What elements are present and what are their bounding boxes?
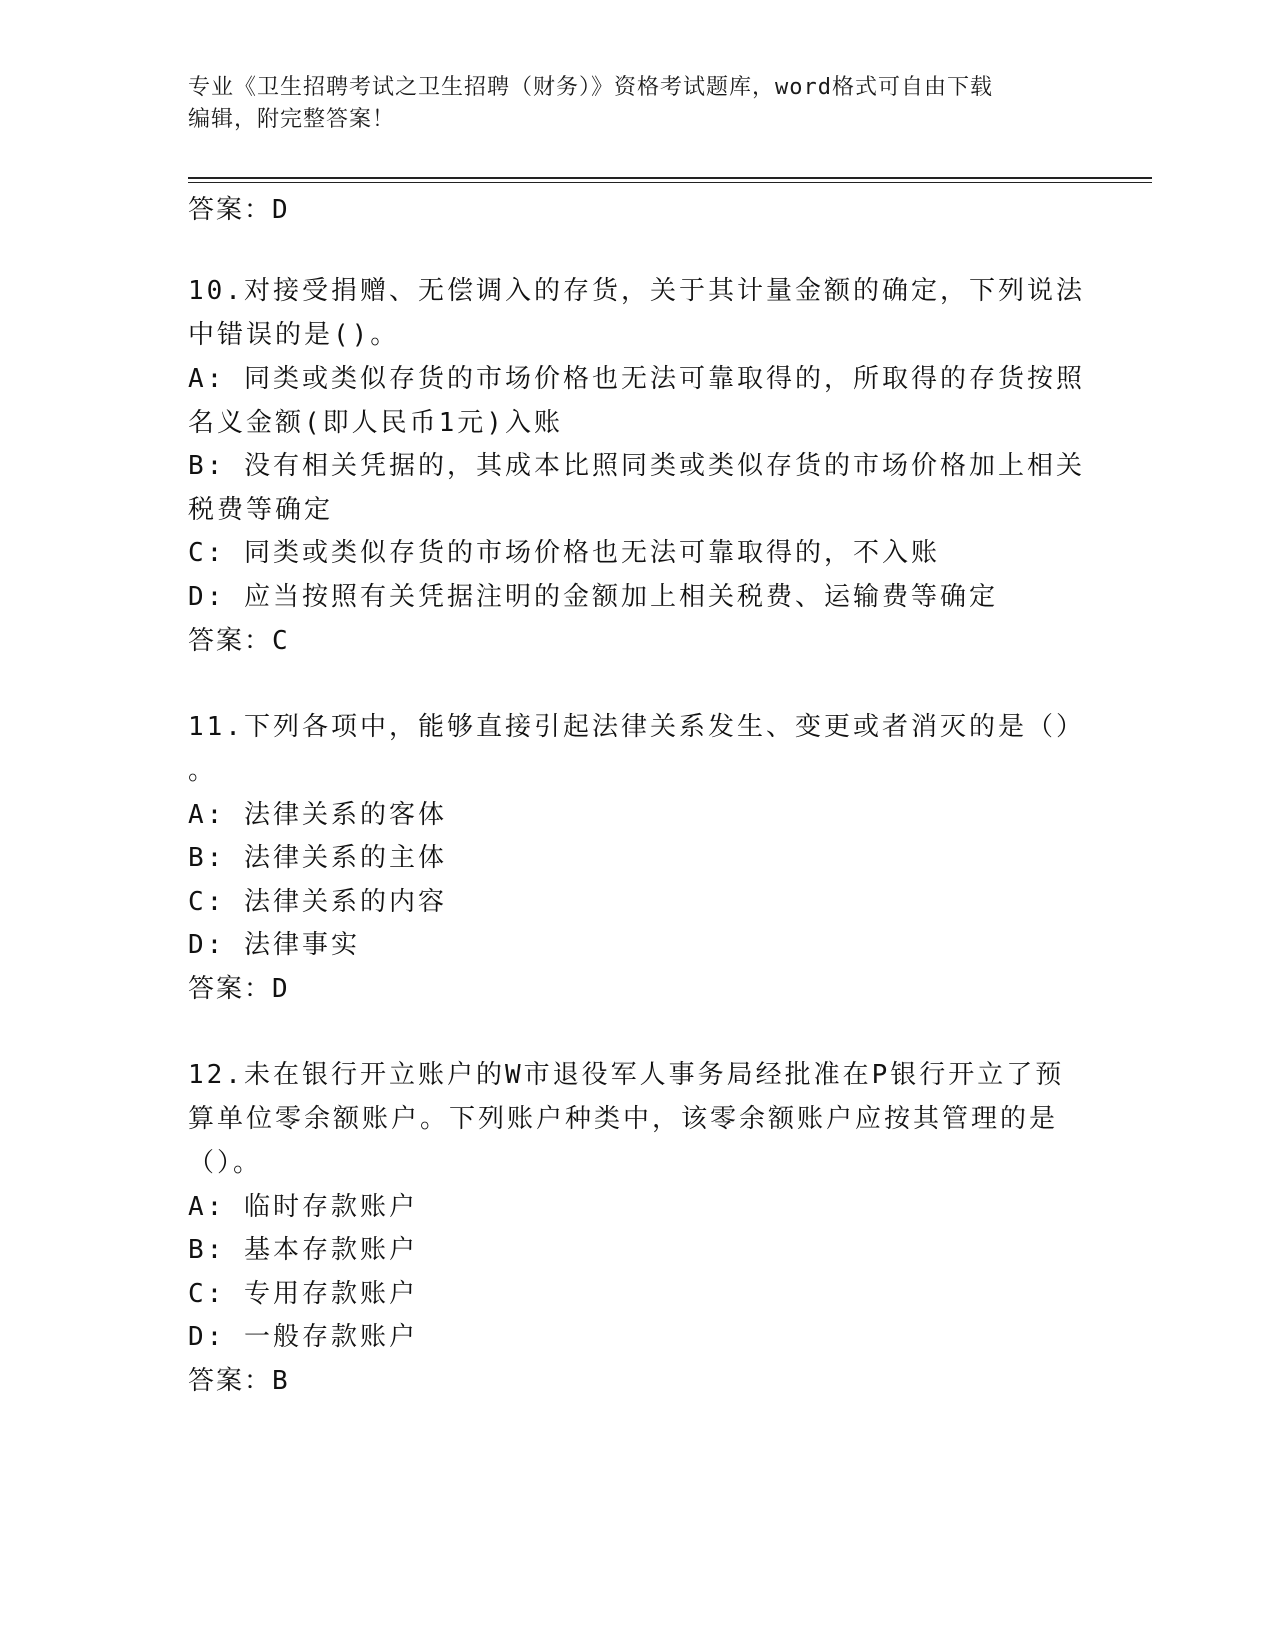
answer-line — [188, 1366, 290, 1396]
document-header — [188, 72, 1088, 136]
question-stem-line: 。 — [188, 756, 218, 786]
question-stem-line: 算单位零余额账户。下列账户种类中，该零余额账户应按其管理的是 — [188, 1104, 1059, 1134]
option-d-line: D: 应当按照有关凭据注明的金额加上相关税费、运输费等确定 — [188, 582, 998, 612]
option-c-line: C: 专用存款账户 — [188, 1279, 418, 1309]
question-stem-line: 11.下列各项中，能够直接引起法律关系发生、变更或者消灭的是（） — [188, 712, 1085, 742]
option-a-line: A: 临时存款账户 — [188, 1192, 418, 1222]
header-rule-top — [188, 177, 1152, 179]
question-stem-line: （）。 — [188, 1148, 263, 1178]
answer-line — [188, 626, 290, 656]
answer-label: 答案： — [188, 195, 273, 225]
option-a-line: 名义金额(即人民币1元)入账 — [188, 408, 563, 438]
answer-label: 答案： — [188, 974, 273, 1004]
header-line-1: 专业《卫生招聘考试之卫生招聘（财务）》资格考试题库，word格式可自由下载 — [188, 75, 993, 100]
question-stem-line: 12.未在银行开立账户的W市退役军人事务局经批准在P银行开立了预 — [188, 1060, 1065, 1090]
answer-line — [188, 195, 290, 225]
option-c-line: C: 法律关系的内容 — [188, 887, 447, 917]
option-a-line: A: 法律关系的客体 — [188, 800, 447, 830]
option-a-line: A: 同类或类似存货的市场价格也无法可靠取得的，所取得的存货按照 — [188, 364, 1085, 394]
option-b-line: B: 没有相关凭据的，其成本比照同类或类似存货的市场价格加上相关 — [188, 451, 1085, 481]
answer-value: C — [272, 626, 290, 656]
option-c-line: C: 同类或类似存货的市场价格也无法可靠取得的，不入账 — [188, 538, 940, 568]
header-rule-bottom — [188, 182, 1152, 183]
answer-label: 答案： — [188, 626, 273, 656]
option-b-line: B: 法律关系的主体 — [188, 843, 447, 873]
answer-value: D — [272, 974, 290, 1004]
question-stem-line: 10.对接受捐赠、无偿调入的存货，关于其计量金额的确定，下列说法 — [188, 276, 1085, 306]
answer-value: D — [272, 195, 290, 225]
option-d-line: D: 一般存款账户 — [188, 1322, 418, 1352]
option-b-line: B: 基本存款账户 — [188, 1235, 418, 1265]
header-line-2: 编辑，附完整答案！ — [188, 107, 396, 132]
option-b-line: 税费等确定 — [188, 495, 334, 525]
question-stem-line: 中错误的是()。 — [188, 320, 400, 350]
answer-line — [188, 974, 290, 1004]
answer-label: 答案： — [188, 1366, 273, 1396]
answer-value: B — [272, 1366, 290, 1396]
option-d-line: D: 法律事实 — [188, 930, 360, 960]
